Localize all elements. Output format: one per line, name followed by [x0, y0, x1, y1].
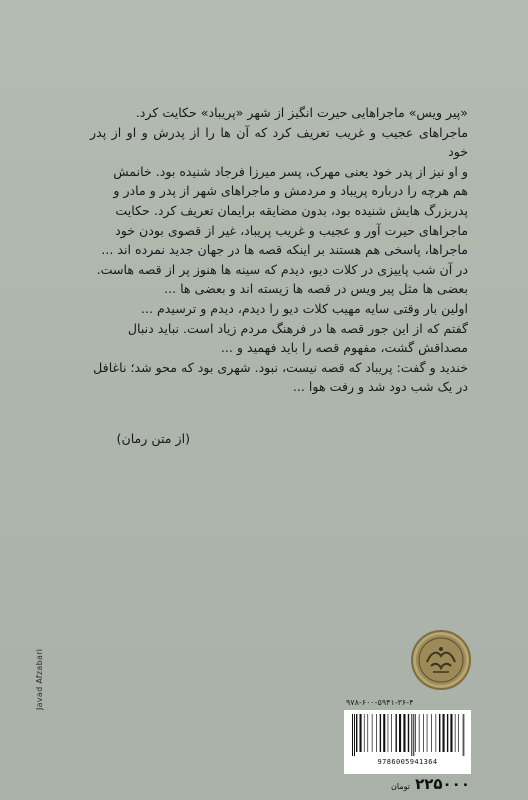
barcode-bar [391, 714, 392, 752]
blurb-text [90, 103, 468, 397]
barcode-bar [360, 714, 362, 752]
barcode-number: 9786005941364 [377, 758, 438, 766]
price-amount: ۲۲۵۰۰۰ [415, 775, 470, 793]
barcode-bar [372, 714, 373, 752]
barcode-bar [427, 714, 428, 752]
barcode-bar [354, 714, 355, 756]
barcode-bar [396, 714, 397, 752]
price [380, 774, 470, 793]
blurb-line: و او نیز از پدر خود یعنی مهرک، پسر میرزا فرجاد شنیده بود. خانمش [113, 163, 468, 179]
barcode-bar [419, 714, 420, 752]
barcode-bar [399, 714, 401, 752]
blurb-line: «پیر ویس» ماجراهایی حیرت انگیز از شهر «پریباد» حکایت کرد. [135, 105, 468, 120]
barcode-bar [455, 714, 456, 752]
blurb-line: ماجراها، پاسخی هم هستند بر اینکه قصه ها در جهان جدید نمرده اند ... [101, 242, 468, 258]
publisher-logo-mark [413, 632, 469, 688]
barcode-bar [423, 714, 424, 752]
publisher-logo-icon [411, 630, 471, 690]
barcode-bar [380, 714, 381, 752]
blurb-line: در یک شب دود شد و رفت هوا ... [292, 379, 468, 395]
barcode-bar [415, 714, 416, 752]
barcode-bar [383, 714, 385, 752]
blurb-line: ماجراهای عجیب و غریب تعریف کرد که آن ها را از پدرش و او از پدر خود [90, 124, 468, 160]
blurb-line: بعضی ها مثل پیر ویس در قصه ها زیسته اند و بعضی ها ... [164, 281, 468, 297]
blurb-line: مصداقش گشت، مفهوم قصه را باید فهمید و ... [220, 340, 468, 356]
barcode-bar [352, 714, 353, 756]
barcode-bar [403, 714, 405, 752]
isbn-label: ۹۷۸-۶۰۰-۵۹۴۱-۳۶-۴ [346, 698, 414, 707]
blurb-line: پدربزرگ هایش شنیده بود، بدون مضایقه برایمان تعریف کرد. حکایت [115, 202, 468, 218]
barcode-bar [431, 714, 432, 752]
barcode [344, 710, 471, 774]
blurb-line: خندید و گفت: پریباد که قصه نیست، نبود. شهری بود که محو شد؛ ناغافل [93, 359, 468, 375]
barcode-bar [436, 714, 437, 752]
barcode-bar [411, 714, 412, 756]
blurb-line: هم هرچه را درباره پریباد و مردمش و ماجراهای شهر از پدر و مادر و [113, 183, 468, 199]
barcode-bar [450, 714, 452, 752]
source-note: (از متن رمان) [116, 431, 190, 446]
barcode-bar [447, 714, 448, 752]
blurb-line: اولین بار وقتی سایه مهیب کلات دیو را دیدم، دیدم و ترسیدم ... [140, 300, 468, 316]
barcode-bar [376, 714, 377, 752]
blurb-line: ماجراهای حیرت آور و عجیب و غریب پریباد، غیر از قصوی بودن خود [115, 222, 468, 238]
barcode-bar [463, 714, 464, 756]
barcode-bar [408, 714, 409, 752]
barcode-bar [356, 714, 357, 752]
blurb-line: در آن شب پاییزی در کلات دیو، دیدم که سینه ها هنوز پر از قصه هاست. [96, 261, 468, 277]
blurb-line: گفتم که از این جور قصه ها در فرهنگ مردم زیاد است. نباید دنبال [127, 320, 468, 336]
barcode-icon [350, 714, 465, 758]
barcode-bar [388, 714, 389, 752]
barcode-bar [443, 714, 445, 752]
barcode-bar [413, 714, 414, 756]
price-currency: تومان [391, 782, 410, 791]
barcode-bar [364, 714, 365, 752]
author-name-vertical: Javad Afzabari [35, 648, 44, 710]
barcode-bar [439, 714, 440, 752]
barcode-bar [458, 714, 459, 752]
barcode-bar [367, 714, 368, 752]
